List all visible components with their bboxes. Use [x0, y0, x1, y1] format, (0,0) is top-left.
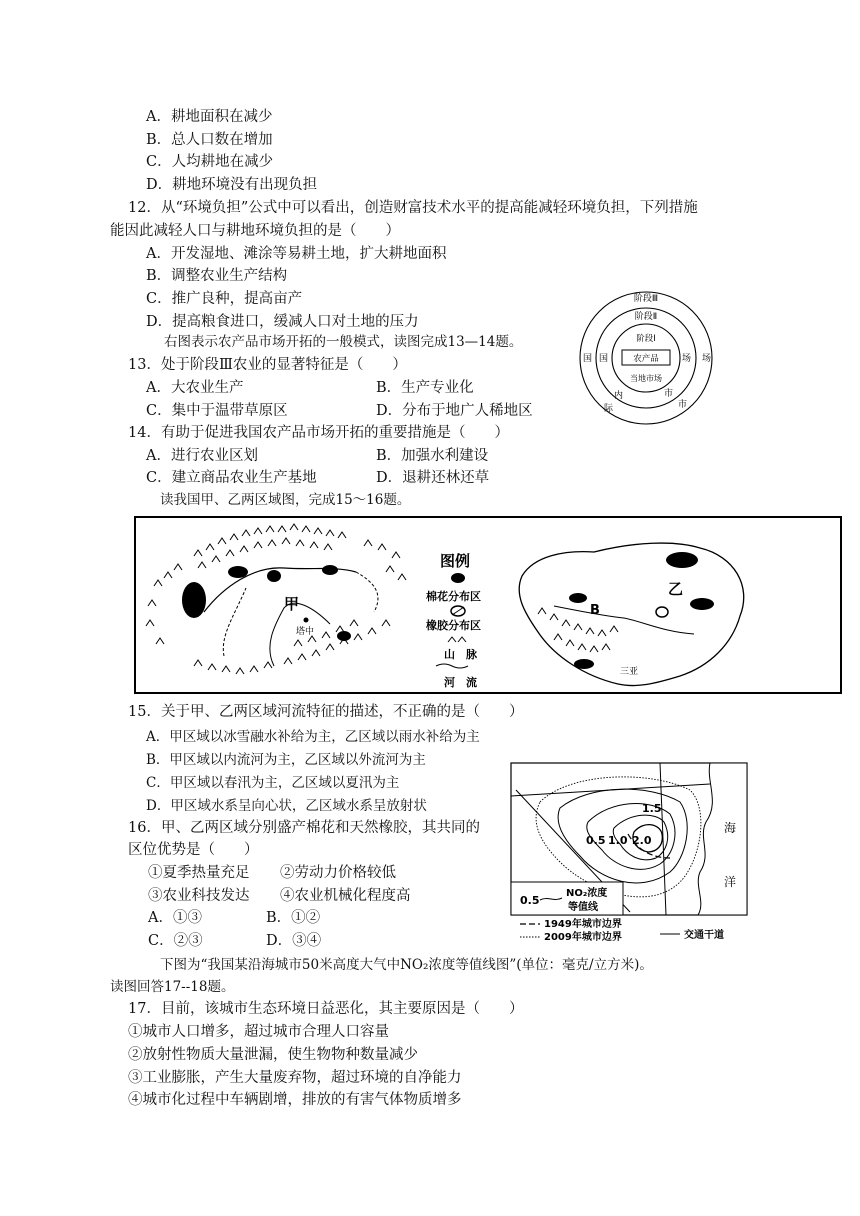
q14-option-d: D．退耕还林还草: [376, 470, 490, 486]
legend-2009-label: 2009年城市边界: [544, 932, 622, 942]
cotton-area: [690, 598, 714, 610]
q14-option-a: A．进行农业区划: [146, 448, 258, 464]
q11-option-c: C．人均耕地在减少: [146, 154, 274, 170]
q15-option-b: B．甲区域以内流河为主，乙区域以外流河为主: [146, 752, 426, 768]
intro-17-18-line2: 读图回答17--18题。: [110, 979, 235, 995]
outer-left-char-1: 国: [583, 354, 593, 364]
q16-choice-d: D．③④: [266, 933, 322, 949]
q17-item-3: ③工业膨胀，产生大量废弃物，超过环境的自净能力: [128, 1070, 462, 1086]
q11-option-a: A．耕地面积在减少: [146, 109, 273, 125]
no2-value-label: 2.0: [632, 834, 652, 847]
q12-option-c: C．推广良种，提高亩产: [146, 291, 303, 307]
mid-right-char-2: 市: [664, 389, 674, 399]
q16-item-4: ④农业机械化程度高: [280, 888, 411, 904]
q15-option-d: D．甲区域水系呈向心状，乙区域水系呈放射状: [146, 798, 427, 814]
q11-option-b: B．总人口数在增加: [146, 132, 273, 148]
legend-title: 图例: [440, 552, 471, 570]
legend-cotton-symbol: [451, 573, 465, 583]
q16-item-3: ③农业科技发达: [148, 888, 250, 904]
outer-left-char-2: 际: [604, 404, 614, 414]
intro-13-14: 右图表示农产品市场开拓的一般模式，读图完成13—14题。: [164, 334, 523, 350]
cotton-area: [666, 552, 698, 568]
intro-15-16: 读我国甲、乙两区域图，完成15～16题。: [160, 492, 411, 508]
cotton-area: [337, 631, 351, 641]
q17-stem: 17．目前，该城市生态环境日益恶化，其主要原因是（ ）: [128, 1001, 524, 1017]
q16-stem-line2: 区位优势是（ ）: [128, 842, 259, 858]
label-tazhong: 塔中: [296, 627, 315, 637]
q17-item-4: ④城市化过程中车辆剧增，排放的有害气体物质增多: [128, 1092, 462, 1108]
q16-choice-c: C．②③: [148, 933, 203, 949]
market-expansion-diagram: [574, 288, 724, 428]
q13-option-d: D．分布于地广人稀地区: [376, 403, 533, 419]
outer-right-char-2: 市: [678, 400, 688, 410]
q17-item-2: ②放射性物质大量泄漏，使生物物种数量减少: [128, 1047, 418, 1063]
q13-option-c: C．集中于温带草原区: [146, 403, 288, 419]
cotton-area: [267, 570, 281, 582]
q12-stem-line2: 能因此减轻人口与耕地环境负担的是（ ）: [110, 223, 400, 239]
cotton-area: [574, 659, 594, 669]
q12-option-b: B．调整农业生产结构: [146, 268, 288, 284]
q16-choice-b: B．①②: [266, 910, 321, 926]
product-label: 农产品: [633, 354, 659, 364]
label-sanya: 三亚: [620, 667, 639, 677]
legend-isoline-value: 0.5: [520, 894, 540, 907]
no2-value-label: 0.5: [586, 834, 606, 847]
q11-option-d: D．耕地环境没有出现负担: [146, 177, 318, 193]
label-b: B: [590, 603, 600, 618]
stage1-label: 阶段Ⅰ: [636, 334, 656, 344]
stage2-label: 阶段Ⅱ: [634, 312, 658, 322]
legend-cotton-label: 棉花分布区: [426, 590, 481, 603]
q12-option-a: A．开发湿地、滩涂等易耕土地，扩大耕地面积: [146, 246, 447, 262]
q15-option-a: A．甲区域以冰雪融水补给为主，乙区域以雨水补给为主: [146, 729, 480, 745]
legend-mountain-label: 山 脉: [444, 648, 477, 661]
local-market-label: 当地市场: [630, 374, 662, 383]
outer-right-char-1: 场: [702, 354, 712, 364]
stage3-label: 阶段Ⅲ: [633, 294, 659, 304]
q13-option-a: A．大农业生产: [146, 380, 244, 396]
legend-isoline-label-2: 等值线: [568, 902, 598, 913]
q12-stem-line1: 12．从“环境负担”公式中可以看出，创造财富技术水平的提高能减轻环境负担，下列措施: [128, 200, 698, 216]
q14-option-c: C．建立商品农业生产基地: [146, 470, 317, 486]
mid-left-char: 国: [599, 354, 609, 364]
no2-value-label: 1.5: [642, 802, 662, 815]
q16-item-1: ①夏季热量充足: [148, 865, 250, 881]
q15-stem: 15．关于甲、乙两区域河流特征的描述，不正确的是（ ）: [128, 704, 524, 720]
label-jia: 甲: [284, 595, 300, 613]
q16-choice-a: A．①③: [148, 910, 202, 926]
no2-value-label: 1.0: [608, 834, 628, 847]
mid-right-char-1: 场: [682, 354, 692, 364]
q14-stem: 14．有助于促进我国农产品市场开拓的重要措施是（ ）: [128, 425, 509, 441]
q13-option-b: B．生产专业化: [376, 380, 474, 396]
region-map: [134, 516, 842, 694]
q16-item-2: ②劳动力价格较低: [280, 865, 396, 881]
cotton-area: [182, 582, 206, 618]
mid-bottom-char: 内: [614, 391, 624, 401]
label-yi: 乙: [668, 580, 684, 598]
no2-concentration-map: [510, 762, 750, 942]
q12-option-d: D．提高粮食进口，缓减人口对土地的压力: [146, 314, 419, 330]
q13-stem: 13．处于阶段Ⅲ农业的显著特征是（ ）: [128, 357, 407, 373]
legend-rubber-label: 橡胶分布区: [426, 619, 481, 632]
legend-isoline-label-1: NO₂浓度: [566, 888, 608, 899]
intro-17-18-line1: 下图为“我国某沿海城市50米高度大气中NO₂浓度等值线图”(单位：毫克/立方米)。: [160, 957, 653, 973]
cotton-area: [322, 565, 338, 575]
q16-stem-line1: 16．甲、乙两区域分别盛产棉花和天然橡胶，其共同的: [128, 820, 480, 836]
sea-char-2: 洋: [724, 875, 737, 889]
sea-char-1: 海: [724, 821, 737, 835]
q15-option-c: C．甲区域以春汛为主，乙区域以夏汛为主: [146, 775, 400, 791]
legend-1949-label: 1949年城市边界: [544, 919, 622, 930]
tazhong-dot: [304, 618, 309, 623]
legend-road-label: 交通干道: [684, 930, 724, 941]
legend-river-label: 河 流: [444, 676, 477, 689]
cotton-area: [569, 593, 587, 603]
cotton-area: [228, 566, 248, 578]
q17-item-1: ①城市人口增多，超过城市合理人口容量: [128, 1024, 389, 1040]
q14-option-b: B．加强水利建设: [376, 448, 489, 464]
